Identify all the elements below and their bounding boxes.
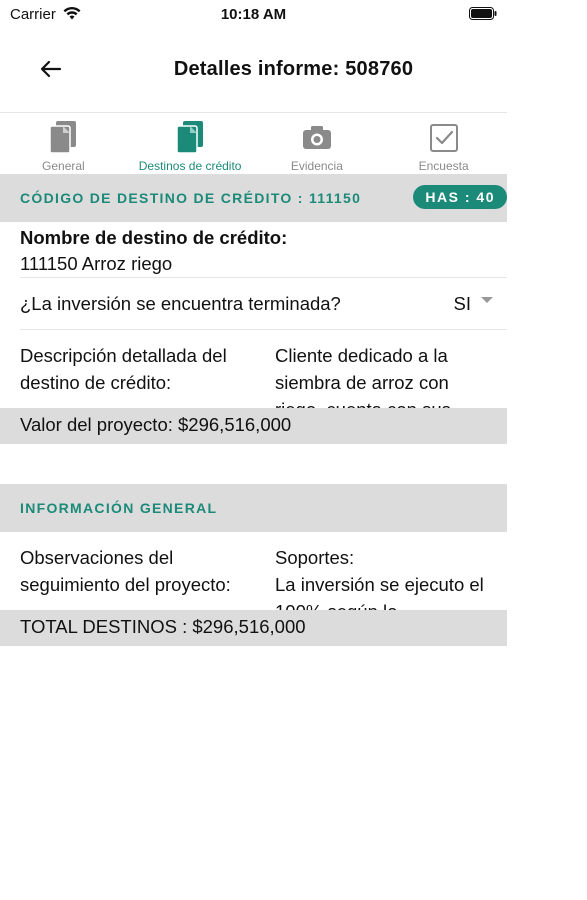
camera-icon [301, 120, 333, 154]
nav-header [0, 40, 507, 100]
clock: 10:18 AM [220, 6, 287, 23]
description-row [0, 342, 507, 408]
description-value: Cliente dedicado a la siembra de arroz con [275, 345, 449, 393]
tab-label: Destinos de crédito [138, 159, 242, 173]
tab-label: Evidencia [290, 159, 343, 173]
destino-code-title: CÓDIGO DE DESTINO DE CRÉDITO : 111150 [20, 190, 362, 206]
tab-label: General [42, 159, 85, 173]
soportes-value: La inversión se ejecuto el [275, 574, 484, 595]
inversion-question: ¿La inversión se encuentra terminada? [20, 293, 341, 314]
checkbox-icon [428, 120, 460, 154]
divider [20, 329, 507, 330]
destino-name-label: Nombre de destino de crédito: [20, 227, 288, 248]
status-bar [0, 0, 507, 30]
tab-destinos[interactable] [127, 113, 254, 174]
general-section-header [0, 484, 507, 532]
observaciones-label: Observaciones del seguimiento del proyecto: [20, 547, 231, 595]
tab-evidencia[interactable] [254, 113, 381, 174]
battery-icon [469, 7, 497, 20]
valor-proyecto: Valor del proyecto: $296,516,000 [20, 414, 292, 435]
tab-general[interactable] [0, 113, 127, 174]
document-icon [47, 120, 79, 154]
description-label: Descripción detallada del destino de crédito: [20, 345, 227, 393]
observaciones-row [0, 544, 507, 610]
chevron-down-icon [481, 297, 493, 303]
valor-proyecto-bar [0, 408, 507, 444]
tab-encuesta[interactable] [380, 113, 507, 174]
tab-bar [0, 112, 507, 174]
total-destinos-bar [0, 610, 507, 646]
divider [20, 277, 507, 278]
inversion-answer-value: SI [453, 293, 471, 314]
total-destinos: TOTAL DESTINOS : $296,516,000 [20, 616, 306, 637]
document-icon [174, 120, 206, 154]
soportes-label: Soportes: [275, 547, 355, 568]
general-section-title: INFORMACIÓN GENERAL [20, 500, 218, 516]
page-title: Detalles informe: 508760 [173, 58, 414, 80]
tab-label: Encuesta [418, 159, 469, 173]
has-badge: HAS : 40 [413, 185, 507, 209]
destino-section-header [0, 174, 507, 222]
inversion-answer-dropdown[interactable] [454, 290, 493, 317]
carrier-label: Carrier [10, 6, 56, 23]
destino-name-value: 111150 Arroz riego [20, 253, 173, 274]
